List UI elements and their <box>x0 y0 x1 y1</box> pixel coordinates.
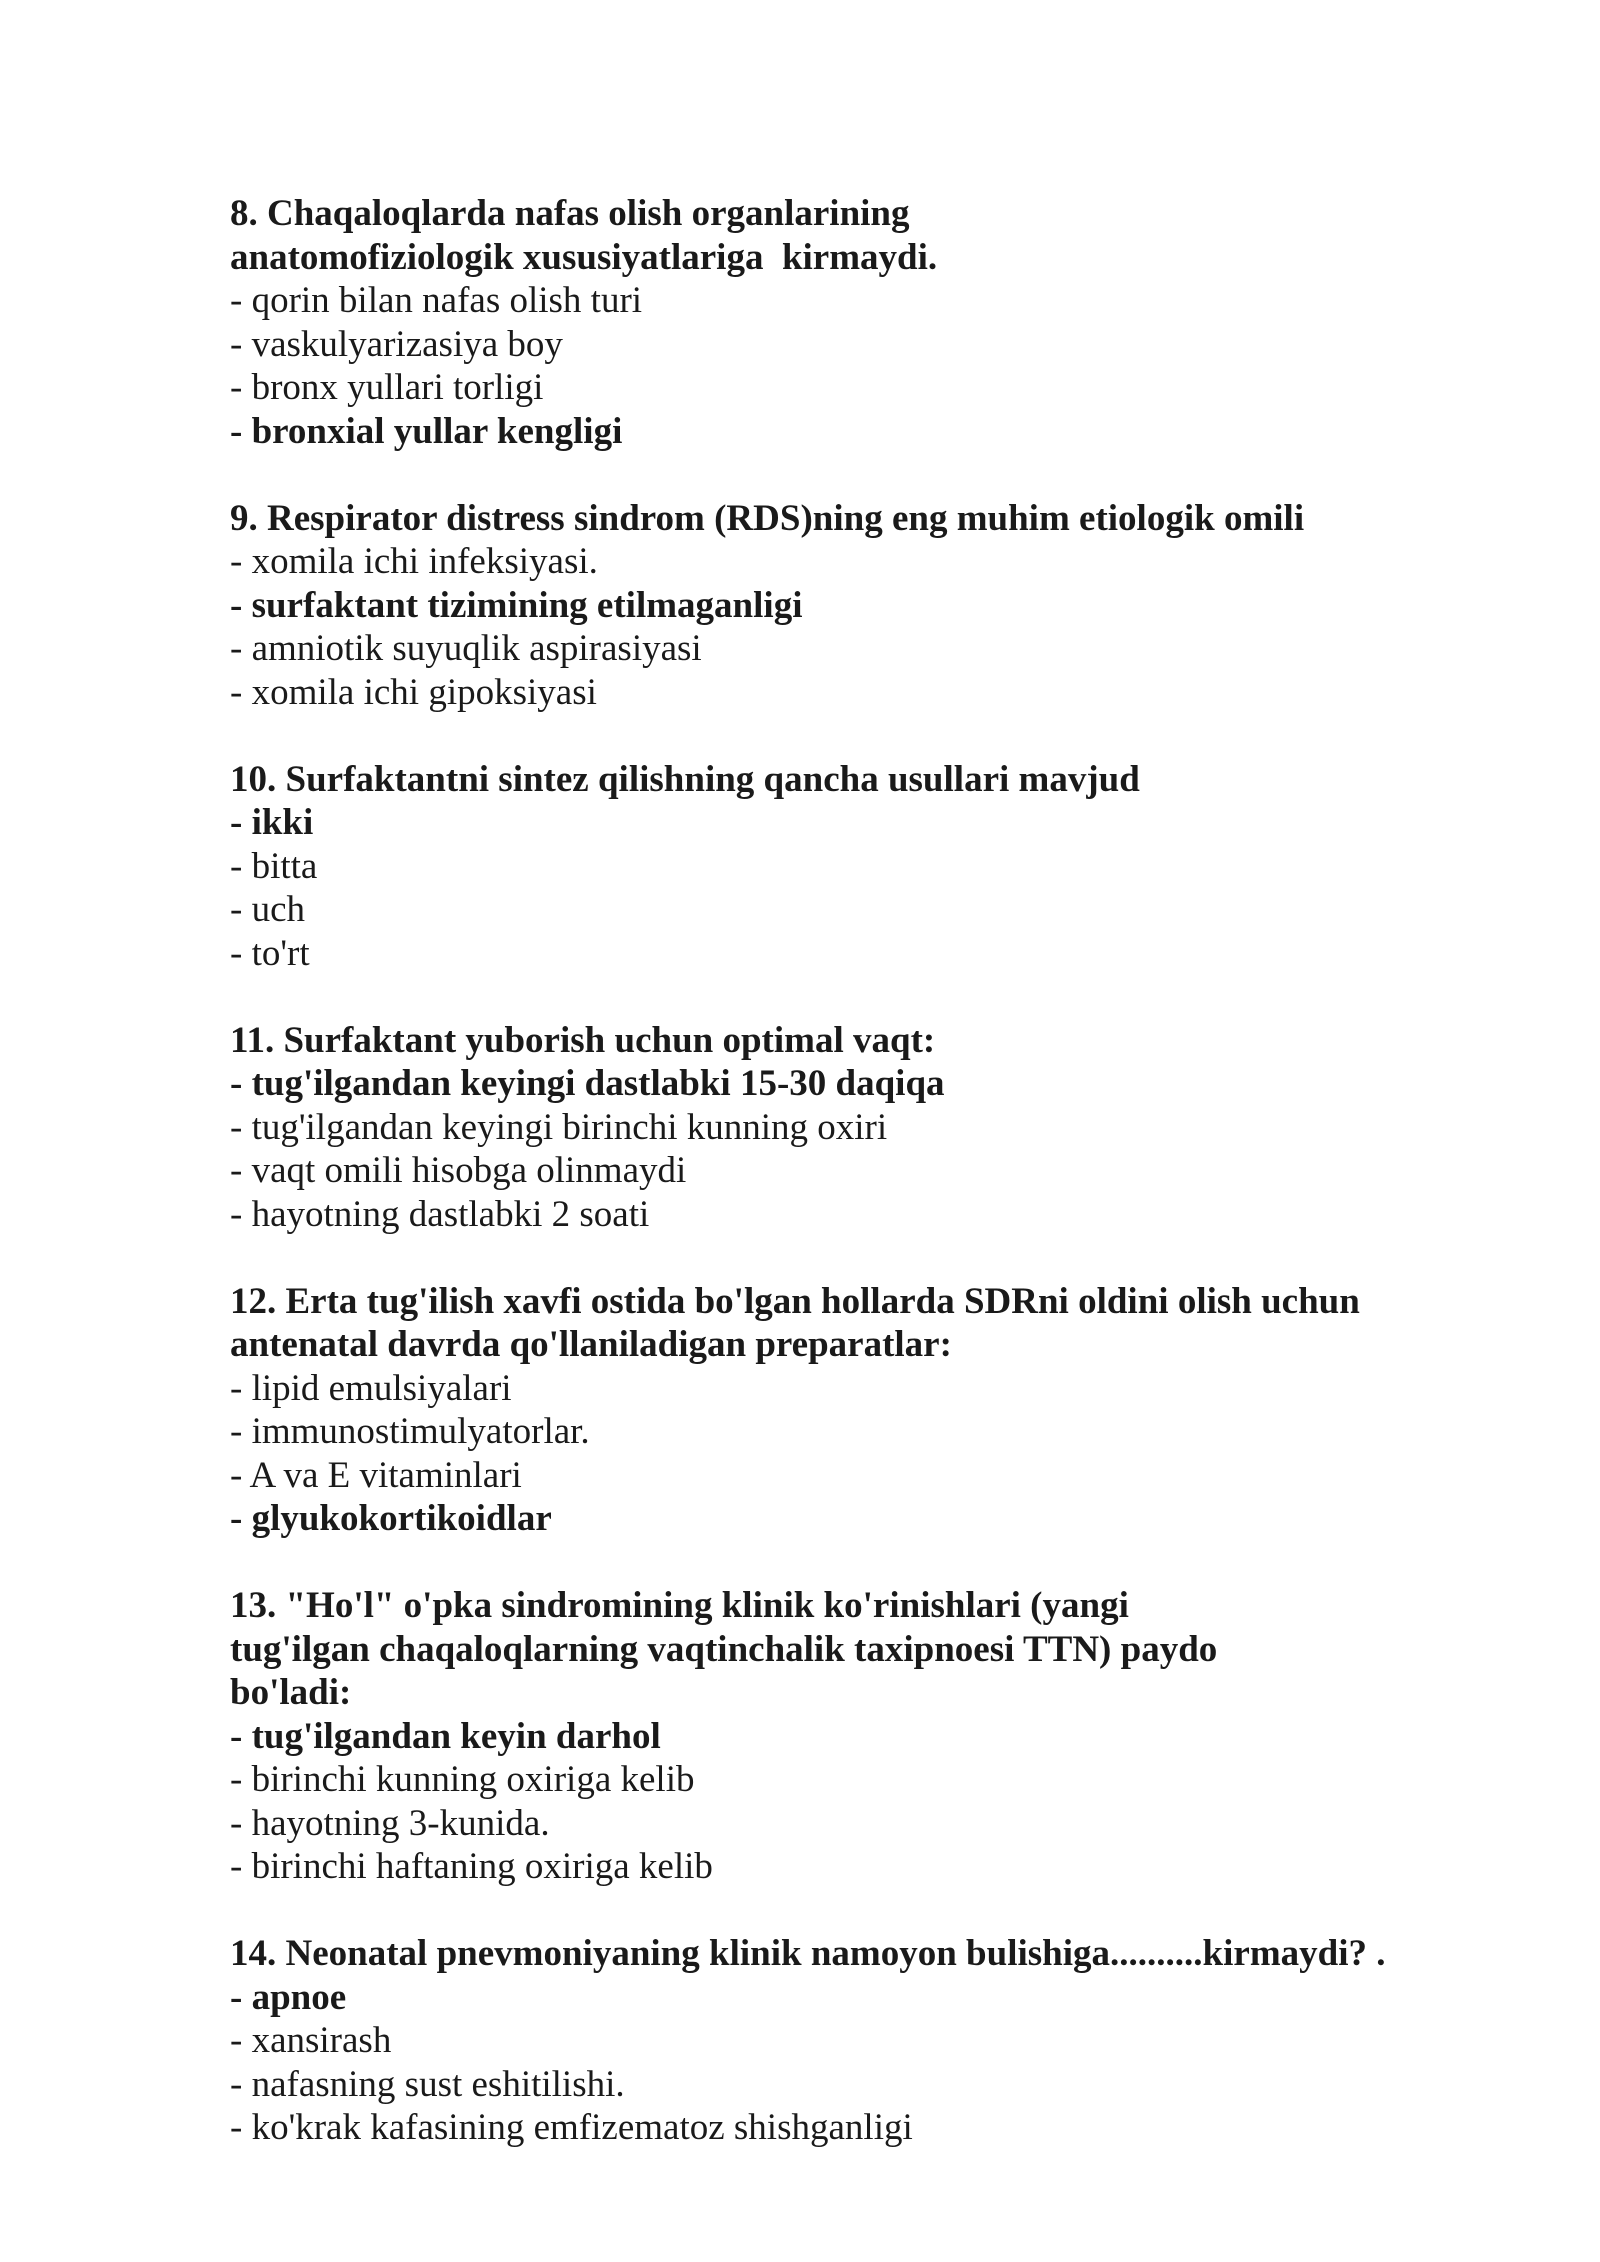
answer-option: - vaqt omili hisobga olinmaydi <box>230 1150 687 1191</box>
question-block <box>230 758 1470 976</box>
answer-option: - lipid emulsiyalari <box>230 1367 512 1409</box>
answer-option: - xomila ichi infeksiyasi. <box>230 541 598 582</box>
question-block <box>230 1019 1470 1237</box>
answer-option-correct: - tug'ilgandan keyingi dastlabki 15-30 daqiqa <box>230 1063 945 1104</box>
question-block <box>230 1932 1470 2150</box>
answer-option-correct: - bronxial yullar kengligi <box>230 410 623 452</box>
question-title-line: 10. Surfaktantni sintez qilishning qancha usullari mavjud <box>230 758 1140 800</box>
answer-option-correct: - apnoe <box>230 1976 347 2018</box>
question-title-line: antenatal davrda qo'llaniladigan preparatlar: <box>230 1324 952 1365</box>
answer-option-correct: - ikki <box>230 802 314 843</box>
answer-option: - bronx yullari torligi <box>230 367 544 408</box>
answer-option: - bitta <box>230 845 318 887</box>
question-title-line: tug'ilgan chaqaloqlarning vaqtinchalik taxipnoesi TTN) paydo <box>230 1628 1218 1670</box>
question-title <box>230 1932 1470 1976</box>
answer-option: - vaskulyarizasiya boy <box>230 323 563 365</box>
question-title-line: anatomofiziologik xususiyatlariga kirmaydi. <box>230 236 938 278</box>
answer-option: - xansirash <box>230 2020 392 2061</box>
question-title-line: 14. Neonatal pnevmoniyaning klinik namoyon bulishiga..........kirmaydi? . <box>230 1933 1386 1974</box>
answer-option: - immunostimulyatorlar. <box>230 1411 590 1452</box>
answer-option: - uch <box>230 889 305 930</box>
question-list <box>230 192 1470 2193</box>
question-title-line: 9. Respirator distress sindrom (RDS)ning eng muhim etiologik omili <box>230 497 1305 539</box>
question-block <box>230 497 1470 715</box>
answer-option-correct: - tug'ilgandan keyin darhol <box>230 1715 661 1757</box>
question-title-line: 11. Surfaktant yuborish uchun optimal vaqt: <box>230 1019 936 1061</box>
question-title <box>230 1280 1470 1367</box>
question-title-line: bo'ladi: <box>230 1672 352 1713</box>
question-title-line: 12. Erta tug'ilish xavfi ostida bo'lgan hollarda SDRni oldini olish uchun <box>230 1280 1360 1322</box>
question-title-line: 8. Chaqaloqlarda nafas olish organlarining <box>230 193 910 234</box>
answer-option-correct: - glyukokortikoidlar <box>230 1498 552 1539</box>
question-block <box>230 1280 1470 1541</box>
answer-option: - tug'ilgandan keyingi birinchi kunning oxiri <box>230 1106 888 1148</box>
question-title <box>230 192 1470 279</box>
question-title <box>230 1584 1470 1715</box>
answer-option: - ko'krak kafasining emfizematoz shishganligi <box>230 2107 913 2148</box>
question-title <box>230 1019 1470 1063</box>
answer-option: - amniotik suyuqlik aspirasiyasi <box>230 628 702 669</box>
answer-option: - A va E vitaminlari <box>230 1454 522 1496</box>
answer-option: - hayotning 3-kunida. <box>230 1802 550 1844</box>
answer-option: - qorin bilan nafas olish turi <box>230 280 643 321</box>
question-block <box>230 192 1470 453</box>
question-title <box>230 497 1470 541</box>
question-block <box>230 1584 1470 1889</box>
answer-option: - xomila ichi gipoksiyasi <box>230 671 597 713</box>
answer-option: - birinchi kunning oxiriga kelib <box>230 1759 695 1800</box>
answer-option: - to'rt <box>230 932 310 974</box>
answer-option: - nafasning sust eshitilishi. <box>230 2063 625 2105</box>
answer-option: - birinchi haftaning oxiriga kelib <box>230 1846 713 1887</box>
answer-option: - hayotning dastlabki 2 soati <box>230 1193 650 1235</box>
answer-option-correct: - surfaktant tizimining etilmaganligi <box>230 584 803 626</box>
question-title <box>230 758 1470 802</box>
question-title-line: 13. "Ho'l" o'pka sindromining klinik ko'rinishlari (yangi <box>230 1585 1129 1626</box>
